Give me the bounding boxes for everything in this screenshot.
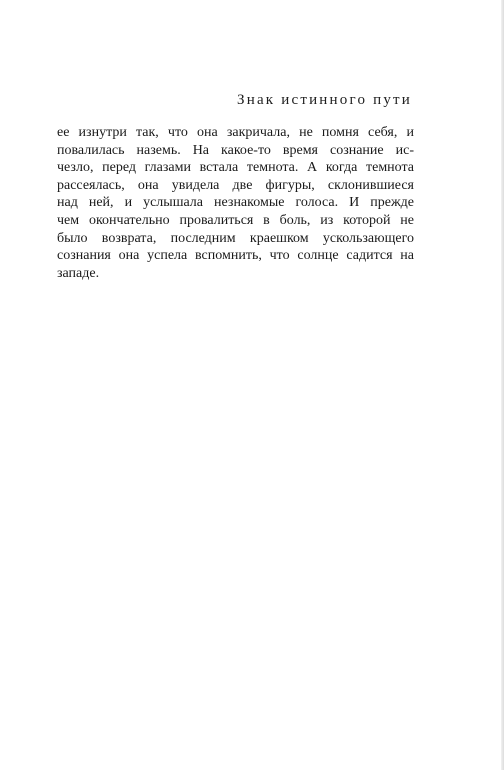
body-paragraph	[57, 124, 414, 282]
text-line: было возврата, последним краешком ускользающего	[57, 230, 414, 246]
text-line: чем окончательно провалиться в боль, из которой не	[57, 212, 414, 228]
text-line: сознания она успела вспомнить, что солнце садится на	[57, 248, 414, 264]
text-line: чезло, перед глазами встала темнота. А когда темнота	[57, 160, 414, 176]
text-line: повалилась наземь. На какое-то время сознание ис-	[57, 142, 414, 158]
text-line: рассеялась, она увидела две фигуры, склонившиеся	[57, 177, 414, 193]
text-line: над ней, и услышала незнакомые голоса. И прежде	[57, 195, 414, 211]
running-header-title: Знак истинного пути	[237, 92, 412, 108]
text-line: ее изнутри так, что она закричала, не помня себя, и	[57, 125, 414, 140]
text-line: западе.	[57, 265, 100, 281]
